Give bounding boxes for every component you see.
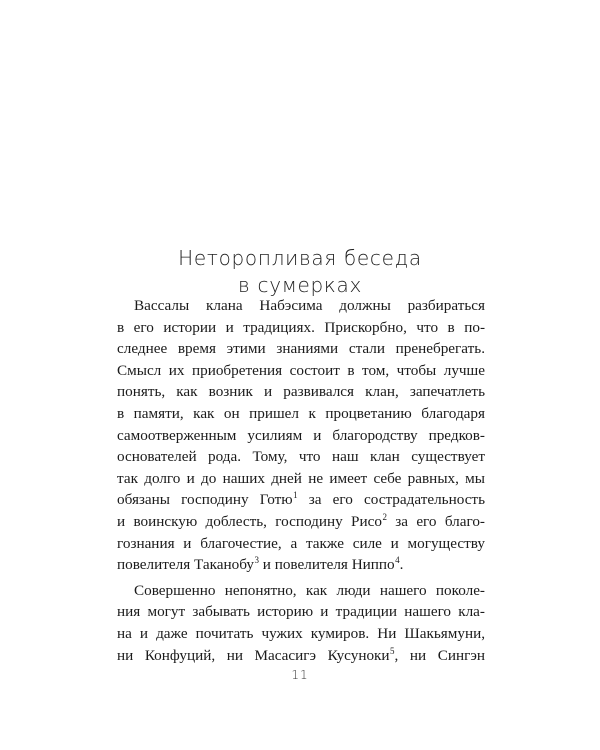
chapter-title <box>150 245 450 299</box>
text-line <box>117 554 485 576</box>
text-run: Смысл их приобретения состоит в том, чтобы лучше <box>117 361 485 379</box>
text-run: в его истории и традициях. Прискорбно, что в по- <box>117 318 485 336</box>
footnote-marker: 3 <box>254 555 259 566</box>
footnote-marker: 2 <box>382 511 387 522</box>
text-run: следнее время этими знаниями стали пренебрегать. <box>117 340 485 358</box>
text-run: за его благо- <box>386 512 485 530</box>
footnote-marker: 1 <box>293 490 298 501</box>
text-run: и воинскую доблесть, господину Рисо <box>117 512 382 530</box>
text-run: понять, как возник и развивался клан, запечатлеть <box>117 383 485 401</box>
text-line <box>117 403 485 425</box>
footnote-marker: 5 <box>390 645 395 656</box>
text-run: , ни Сингэн <box>394 646 485 664</box>
text-line <box>117 381 485 403</box>
text-line <box>117 645 485 667</box>
text-line <box>117 295 485 317</box>
footnote-marker: 4 <box>395 555 400 566</box>
text-run: . <box>399 556 404 574</box>
text-run: ни Конфуций, ни Масасигэ Кусуноки <box>117 646 390 664</box>
text-line <box>117 623 485 645</box>
text-run: на и даже почитать чужих кумиров. Ни Шакьямуни, <box>117 624 485 642</box>
text-run: самоотверженным усилиям и благородству предков- <box>117 426 485 444</box>
text-run: основателей рода. Тому, что наш клан существует <box>117 448 485 466</box>
text-line <box>117 446 485 468</box>
text-run: Вассалы клана Набэсима должны разбираться <box>134 297 485 314</box>
text-run: Совершенно непонятно, как люди нашего поколе- <box>134 581 485 599</box>
text-line <box>117 489 485 511</box>
text-line <box>117 580 485 602</box>
text-line <box>117 425 485 447</box>
text-line <box>117 511 485 533</box>
text-run: за его сострадательность <box>297 491 485 509</box>
page-number: 11 <box>291 668 309 682</box>
text-run: в памяти, как он пришел к процветанию благодаря <box>117 404 485 422</box>
text-run: обязаны господину Готю <box>117 491 293 509</box>
text-run: гознания и благочестие, а также силе и могуществу <box>117 534 485 552</box>
text-run: ния могут забывать историю и традиции нашего кла- <box>117 603 485 621</box>
body-text <box>117 295 485 666</box>
text-run: так долго и до наших дней не имеет себе равных, мы <box>117 469 485 487</box>
text-line <box>117 468 485 490</box>
text-run: повелителя Таканобу <box>117 556 254 574</box>
text-line <box>117 601 485 623</box>
text-run: и повелителя Ниппо <box>258 556 395 574</box>
text-line <box>117 317 485 339</box>
chapter-title-line-1: Неторопливая беседа <box>178 246 422 270</box>
text-line <box>117 360 485 382</box>
text-line <box>117 338 485 360</box>
chapter-title-line-2: в сумерках <box>238 273 362 297</box>
text-line <box>117 533 485 555</box>
